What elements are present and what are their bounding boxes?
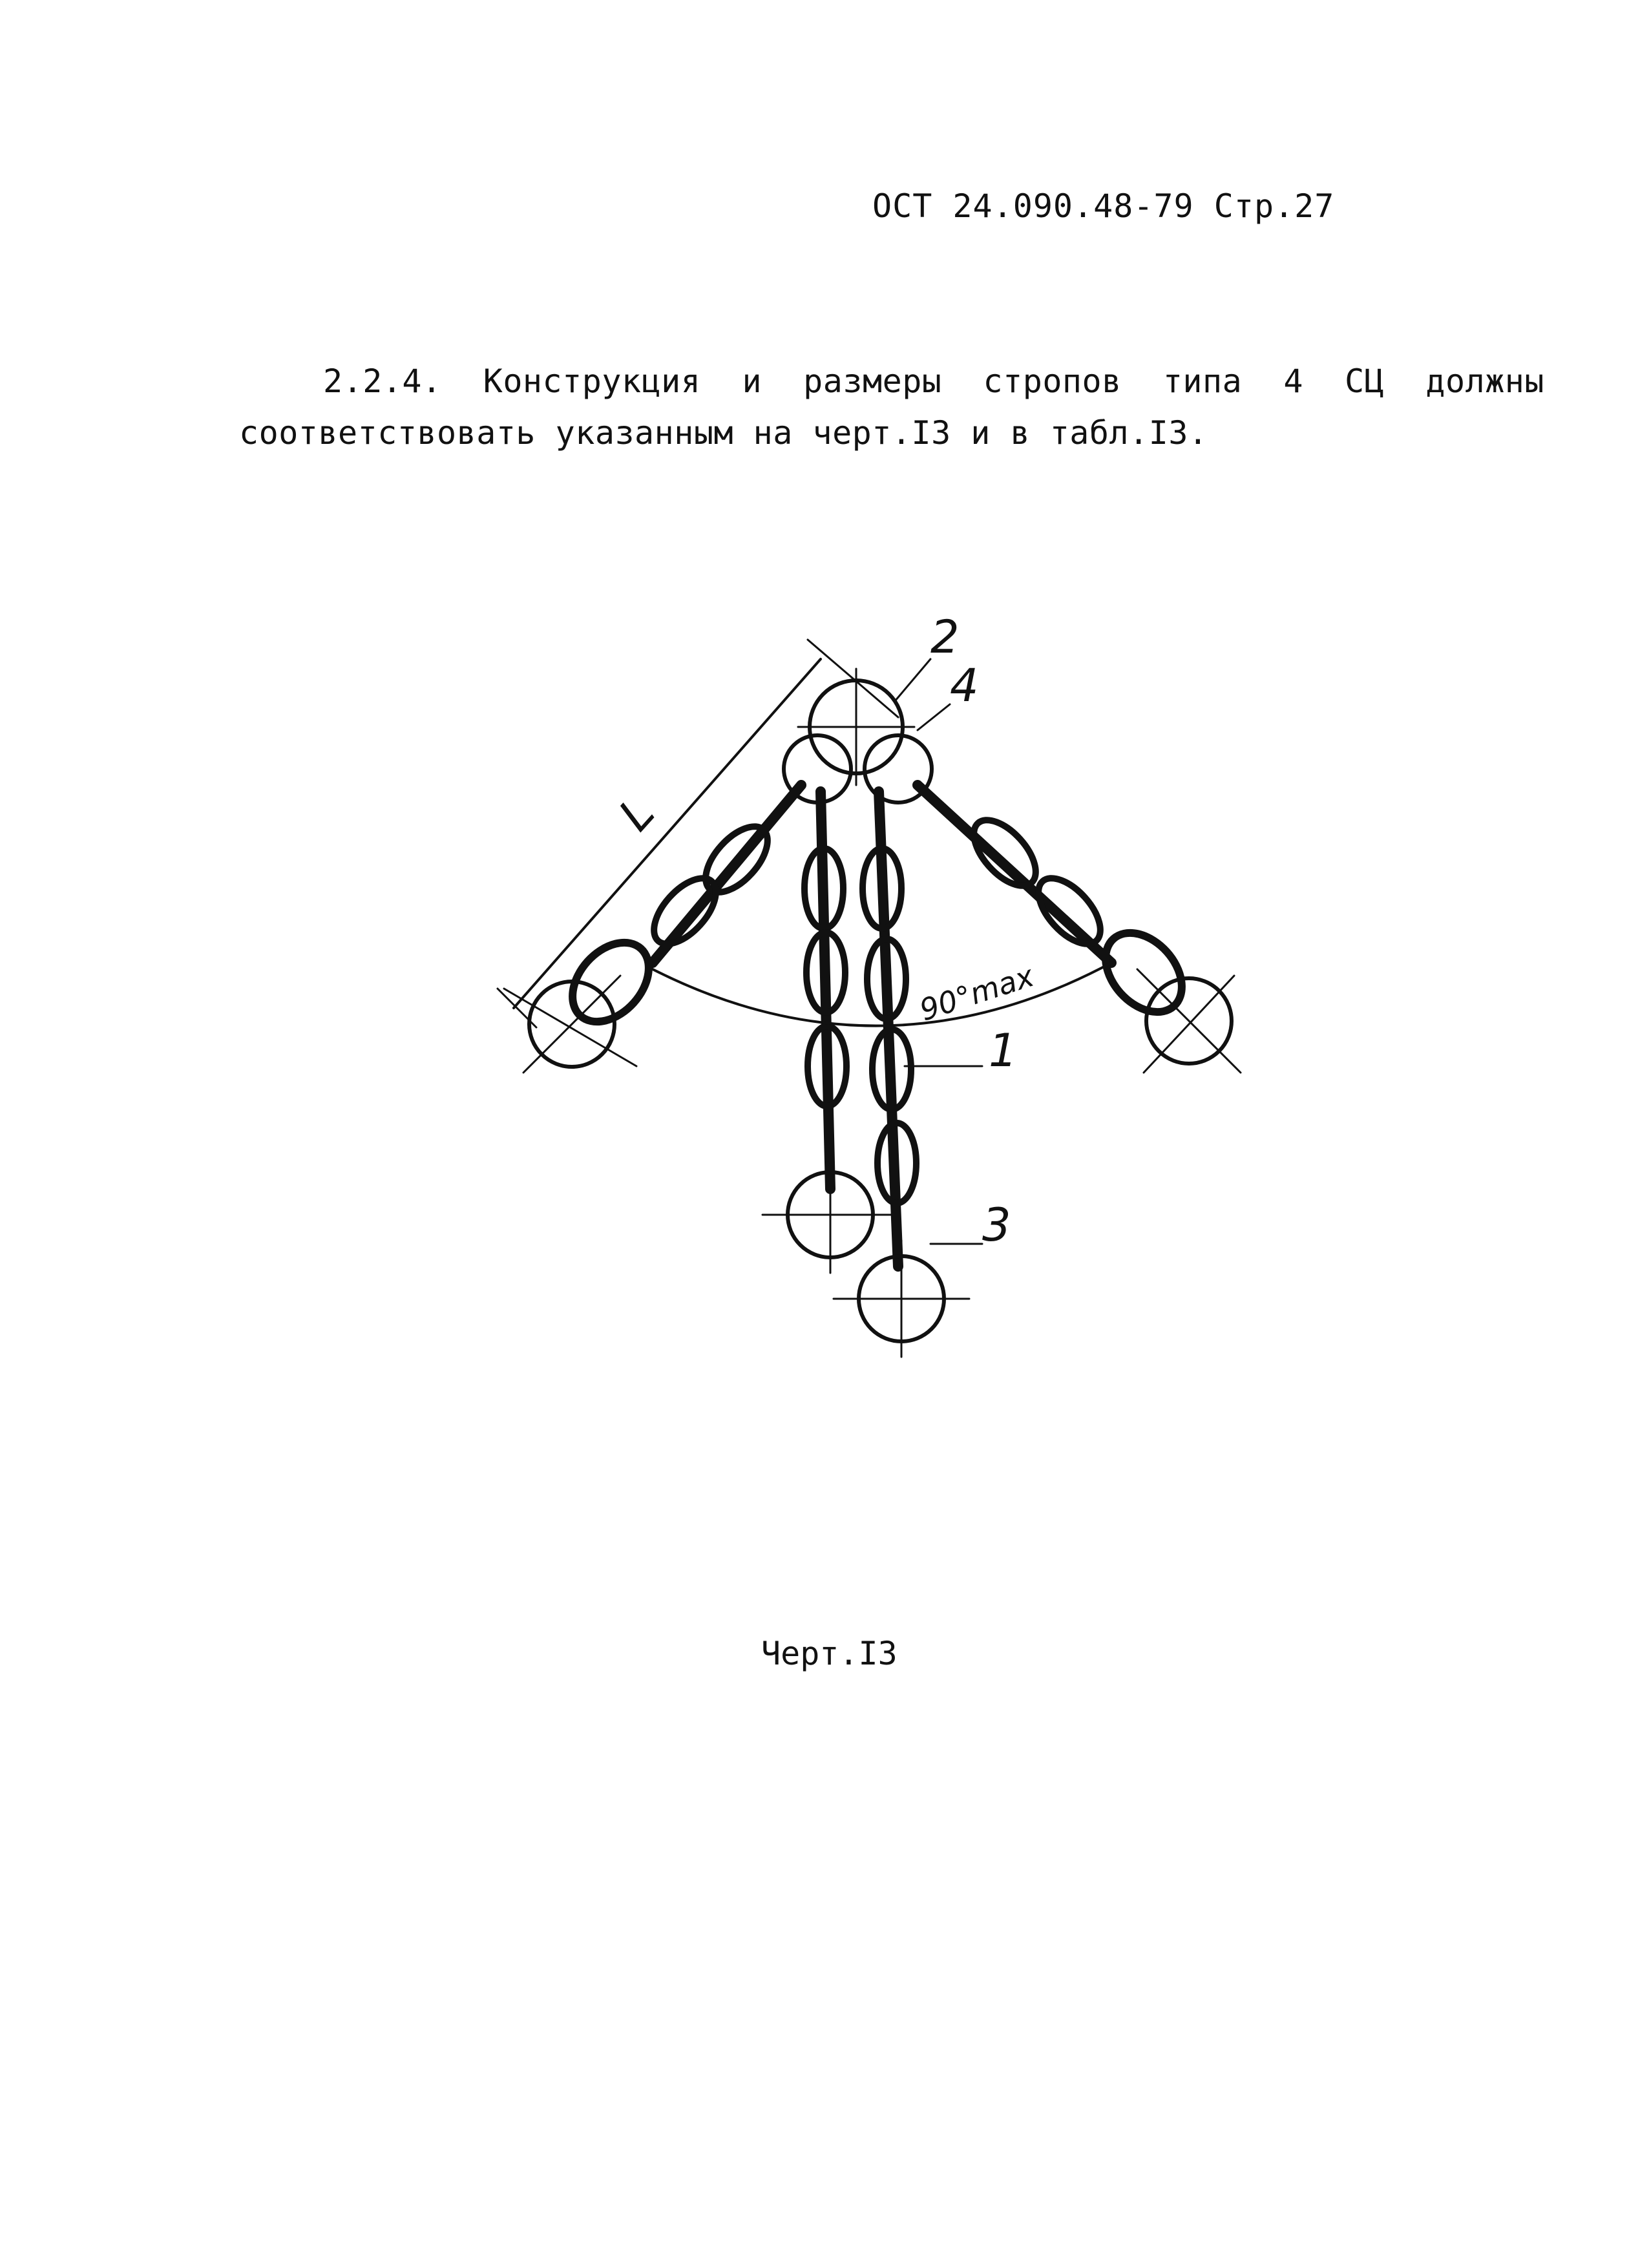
dimension-label-L: L — [608, 786, 665, 841]
callout-3: 3 — [982, 1199, 1011, 1252]
callout-4: 4 — [950, 659, 979, 712]
chain-link — [963, 810, 1047, 897]
dimension-line-L — [514, 659, 821, 1008]
callout-1: 1 — [989, 1024, 1018, 1077]
leader-4 — [918, 704, 950, 730]
chain-link — [643, 868, 728, 955]
chain-link — [1027, 868, 1112, 955]
callout-2: 2 — [930, 611, 960, 664]
end-link — [1090, 918, 1197, 1027]
leader-2 — [895, 659, 930, 701]
angle-label: 90°max — [915, 958, 1038, 1028]
section-paragraph: 2.2.4. Конструкция и размеры стропов типа 4 СЦ должны соответствовать указанным на черт.I3 и в табл.I3. — [239, 362, 1544, 452]
document-header: ОСТ 24.090.48-79 Стр.27 — [872, 187, 1335, 225]
figure-caption: Черт.I3 — [761, 1635, 898, 1672]
